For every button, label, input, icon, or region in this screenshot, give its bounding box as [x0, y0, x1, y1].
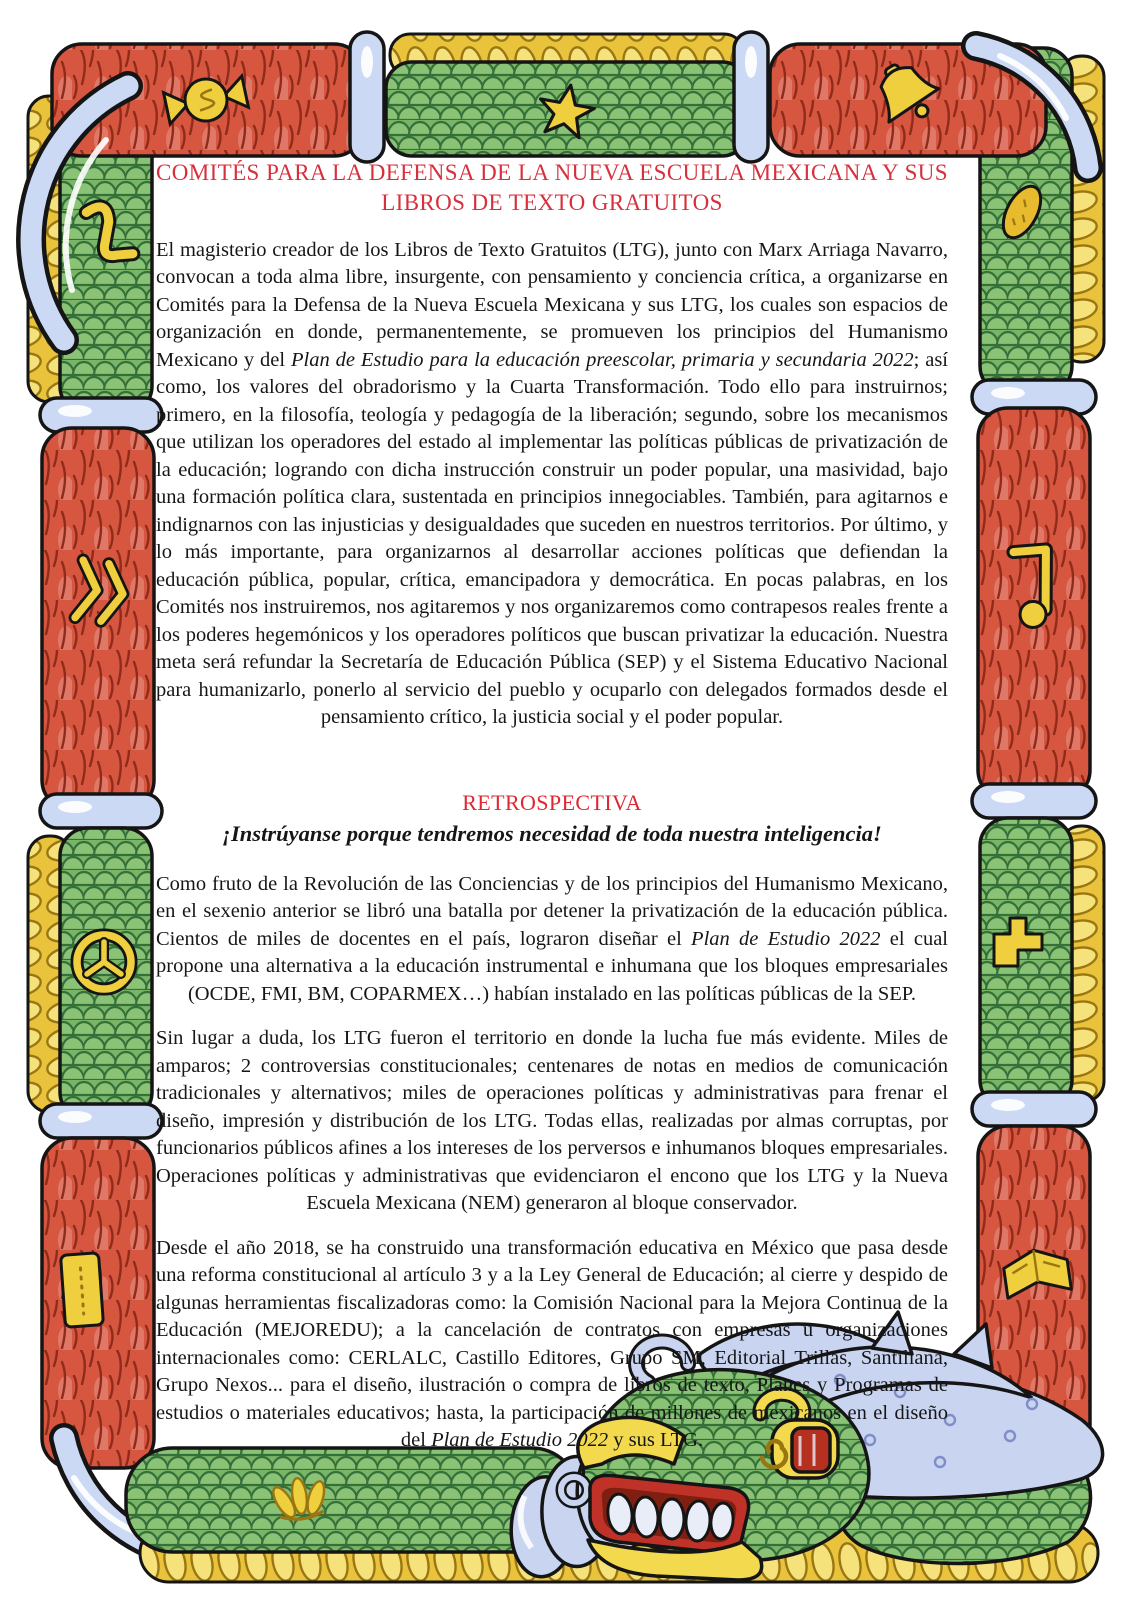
intro-paragraph [156, 237, 948, 732]
glyph-tablet-icon [61, 1253, 104, 1327]
retro-p1-plan-title: Plan de Estudio 2022 [691, 927, 881, 950]
retro-p1-end: el cual propone una alternativa a la educación instrumental e inhumana que los bloques empresariales (OCDE, FMI, BM, COPARMEX…) habían instalado en las políticas públicas de la SEP. [156, 927, 948, 1005]
page-title [156, 158, 948, 219]
retro-p3-plan-title: Plan de Estudio 2022 [431, 1429, 609, 1452]
page-title-line1: COMITÉS PARA LA DEFENSA DE LA NUEVA ESCUELA MEXICANA Y SUS [156, 160, 948, 185]
retrospectiva-paragraph-2: Sin lugar a duda, los LTG fueron el territorio en donde la lucha fue más evidente. Miles de amparos; 2 controversias constitucionales; centenares de notas en medios de comunicación tradicionales y alternativos; miles de operaciones políticas y administrativas para frenar el diseño, impresión y distribución de los LTG. Todas ellas, realizadas por almas corruptas, por funcionarios públicos afines a los intereses de los perversos e inhumanos bloques empresariales. Operaciones políticas y administrativas que evidenciaron el encono que los LTG y la Nueva Escuela Mexicana (NEM) generaron al bloque conservador. [156, 1027, 948, 1215]
retrospectiva-paragraph-1 [156, 871, 948, 1009]
retro-p3-start: Desde el año 2018, se ha construido una transformación educativa en México que pasa desde una reforma constitucional al artículo 3 y a la Ley General de Educación; al cierre y despido de algunas herramientas fiscalizadoras como: la Comisión Nacional para la Mejora Continua de la Educación (MEJOREDU); a la cancelación de contratos con empresas u organizaciones internacionales como: CERLALC, Castillo Editores, Grupo SM, Editorial Trillas, Santillana, Grupo Nexos... para el diseño, ilustración o compra de libros de texto, Planes y Programas de estudios o materiales educativos; hasta, la participación de millones de mexicanos en el diseño del [156, 1236, 948, 1452]
document-content [156, 158, 948, 1472]
retro-p3-end: y sus LTG. [608, 1429, 704, 1452]
intro-text-start: El magisterio creador de los Libros de Texto Gratuitos (LTG), junto con Marx Arriaga Navarro, convocan a toda alma libre, insurgente, con pensamiento y conciencia crítica, a organizarse en Comités para la Defensa de la Nueva Escuela Mexicana y sus LTG, los cuales son espacios de organización en donde, permanentemente, se promueven los principios del Humanismo Mexicano y del [156, 238, 948, 371]
retrospectiva-paragraph-3 [156, 1235, 948, 1455]
retrospectiva-subtitle: ¡Instrúyanse porque tendremos necesidad de toda nuestra inteligencia! [222, 820, 882, 846]
border-right-band [972, 48, 1104, 1462]
intro-text-end: ; así como, los valores del obradorismo y la Cuarta Transformación. Todo ello para instruirnos; primero, en la filosofía, teología y pedagogía de la liberación; segundo, sobre los mecanismos que utilizan los operadores del estado al implementar las políticas públicas de privatización de la educación; logrando con dicha instrucción construir un poder popular, una masividad, bajo una formación política clara, sustentada en principios innegociables. También, para agitarnos e indignarnos con las injusticias y desigualdades que suceden en nuestros territorios. Por último, y lo más importante, para organizarnos al desarrollar acciones políticas que defiendan la educación pública, popular, crítica, emancipadora y democrática. En pocas palabras, en los Comités nos instruiremos, nos agitaremos y nos organizaremos como contrapesos reales frente a los poderes hegemónicos y los operadores políticos que buscan privatizar la educación. Nuestra meta será refundar la Secretaría de Educación Pública (SEP) y el Sistema Educativo Nacional para humanizarlo, ponerlo al servicio del pueblo y ocuparlo con delegados formados desde el pensamiento crítico, la justicia social y el poder popular. [156, 348, 948, 729]
border-top-band [52, 32, 1046, 162]
serpent-mouth [588, 1475, 762, 1580]
page-title-line2: LIBROS DE TEXTO GRATUITOS [381, 190, 723, 216]
retro-p1-start: Como fruto de la Revolución de las Conciencias y de los principios del Humanismo Mexicano, en el sexenio anterior se libró una batalla por detener la privatización de la educación pública. Cientos de miles de docentes en el país, lograron diseñar el [156, 872, 948, 950]
retrospectiva-heading: RETROSPECTIVA [462, 789, 642, 815]
intro-plan-title: Plan de Estudio para la educación preescolar, primaria y secundaria 2022 [291, 348, 914, 371]
